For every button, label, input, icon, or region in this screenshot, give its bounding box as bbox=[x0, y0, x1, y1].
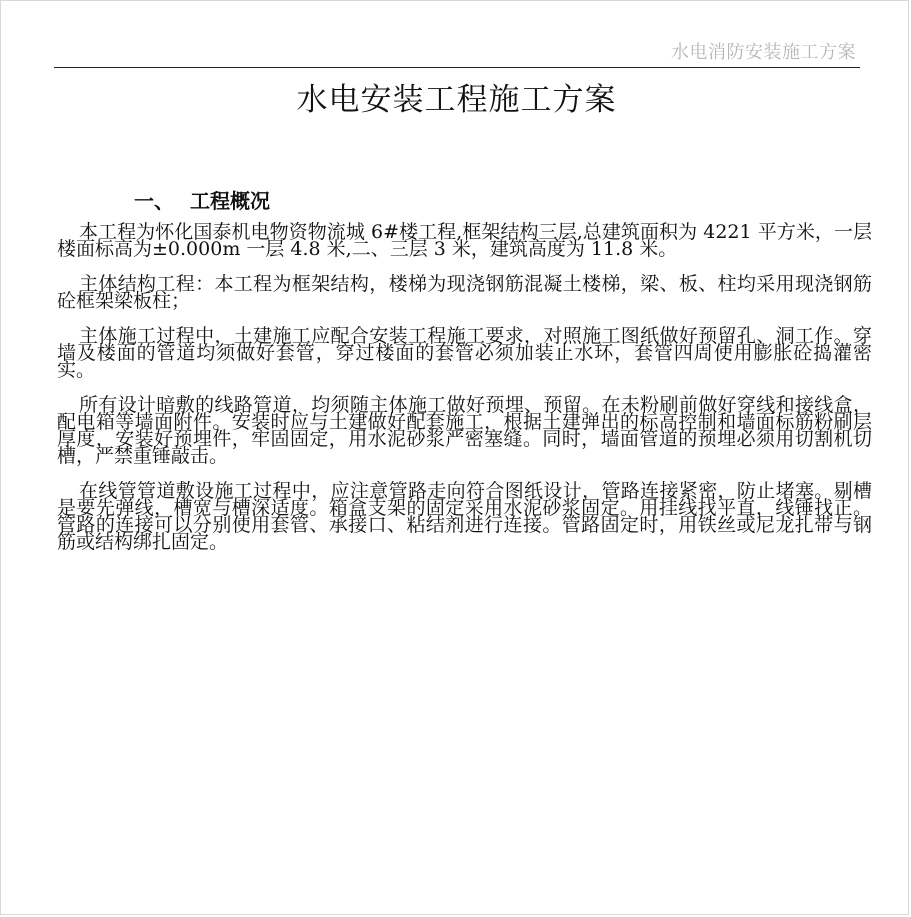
section-number: 一、 bbox=[134, 189, 174, 213]
paragraph-main-structure: 主体结构工程：本工程为框架结构，楼梯为现浇钢筋混凝土楼梯，梁、板、柱均采用现浇钢筋砼框架梁板柱； bbox=[57, 273, 872, 312]
paragraph-concealed-piping: 所有设计暗敷的线路管道，均须随主体施工做好预埋、预留。在未粉刷前做好穿线和接线盒，配电箱等墙面附件。安装时应与土建做好配套施工，根据土建弹出的标高控制和墙面标筋粉刷层厚度，安装好预埋件，牢固固定，用水泥砂浆严密塞缝。同时，墙面管道的预埋必须用切割机切槽，严禁重锤敲击。 bbox=[57, 394, 872, 467]
section-heading bbox=[134, 185, 270, 214]
paragraph-construction-coordination: 主体施工过程中，土建施工应配合安装工程施工要求，对照施工图纸做好预留孔、洞工作。穿墙及楼面的管道均须做好套管，穿过楼面的套管必须加装止水环，套管四周使用膨胀砼捣灌密实。 bbox=[57, 325, 872, 381]
header-rule bbox=[54, 67, 860, 68]
paragraph-project-overview: 本工程为怀化国泰机电物资物流城 6#楼工程,框架结构三层,总建筑面积为 4221 平方米，一层楼面标高为±0.000m 一层 4.8 米,二、三层 3 米，建筑高度为 11.8 米。 bbox=[57, 221, 872, 260]
section-title: 工程概况 bbox=[190, 189, 270, 213]
running-header: 水电消防安装施工方案 bbox=[671, 42, 856, 63]
paragraph-conduit-laying: 在线管管道敷设施工过程中，应注意管路走向符合图纸设计，管路连接紧密，防止堵塞。剔槽是要先弹线，槽宽与槽深适度。箱盒支架的固定采用水泥砂浆固定。用挂线找平直，线锤找正。管路的连接可以分别使用套管、承接口、粘结剂进行连接。管路固定时，用铁丝或尼龙扎带与钢筋或结构绑扎固定。 bbox=[57, 480, 872, 553]
document-body bbox=[57, 221, 872, 569]
document-title: 水电安装工程施工方案 bbox=[296, 82, 617, 118]
